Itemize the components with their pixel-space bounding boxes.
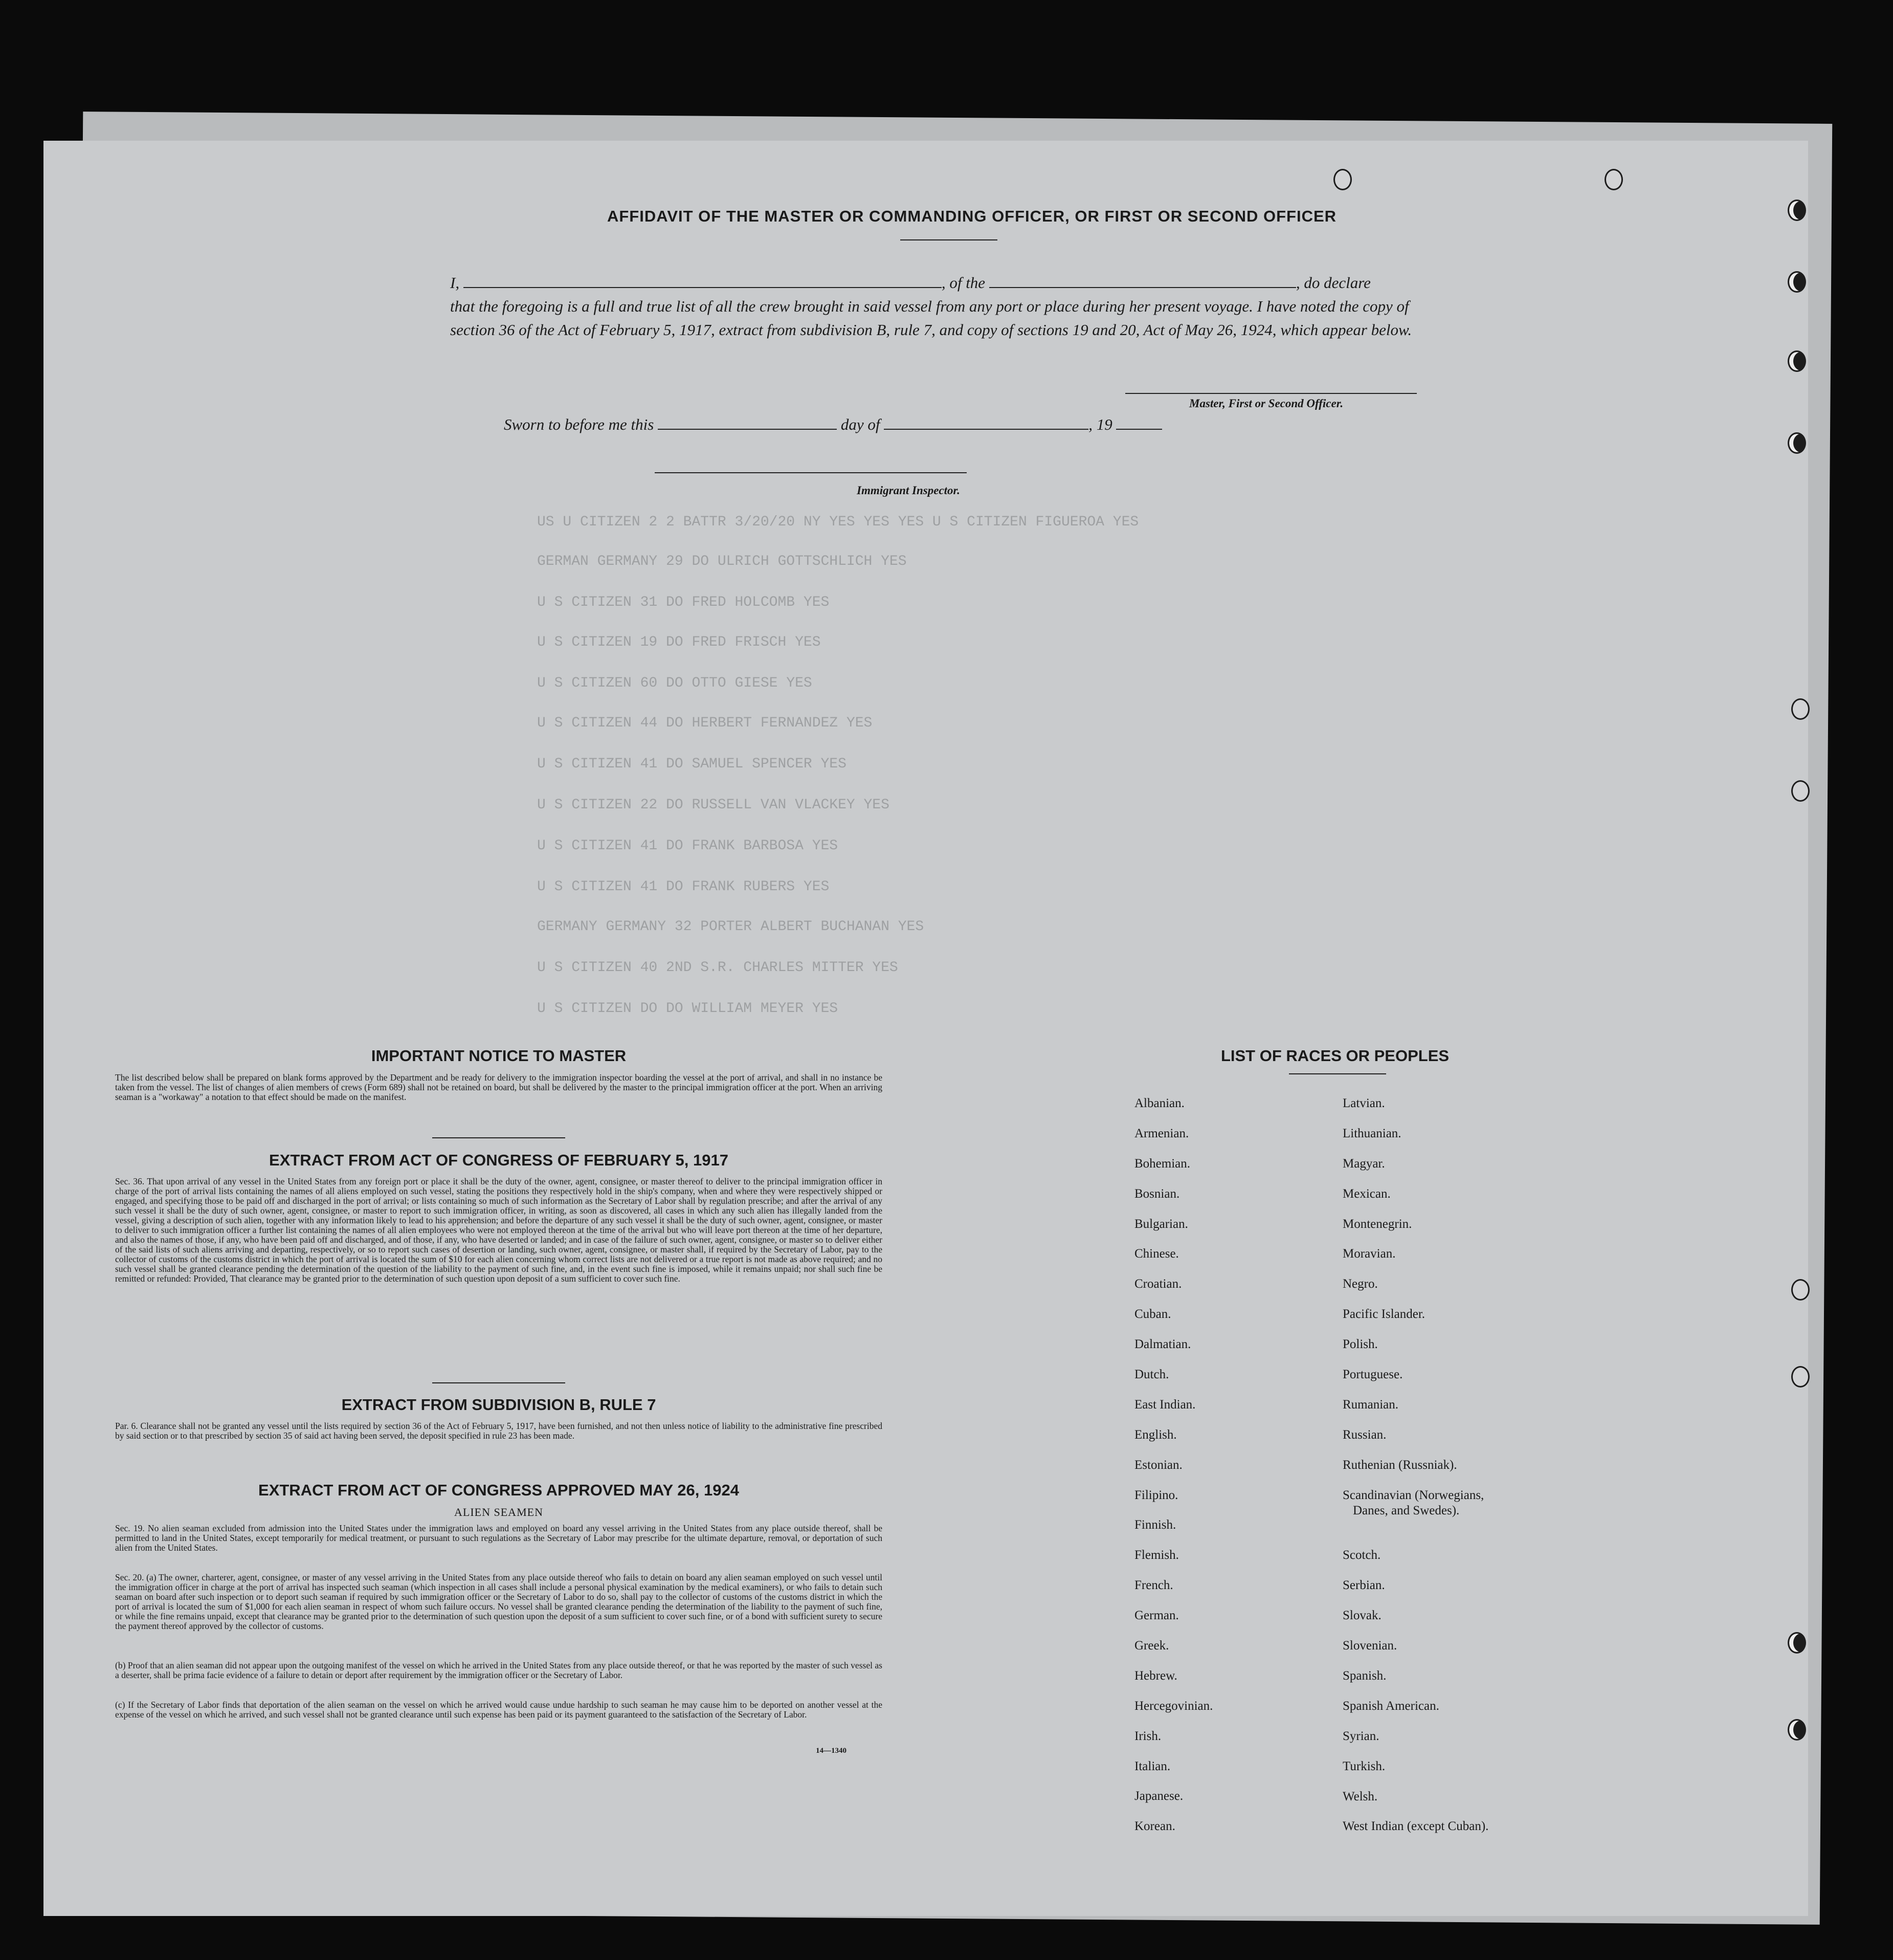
extract-1917-text: Sec. 36. That upon arrival of any vessel in the United States from any foreign port or place it shall be the duty of the owner, agent, consignee, or master thereof to deliver to the principal immigration officer in charge of the port of arrival lists containing the names of all aliens employed on such vessel, stating the positions they respectively hold in the ship's company, when and where they were respectively shipped or engaged, and specifying those to be paid off and discharged in the port of arrival; or lists containing so much of such information as the Secretary of Labor shall by regulation prescribe; and after the arrival of any such vessel it shall be the duty of such owner, agent, consignee, or master to report to such immigration officer, in writing, as soon as discovered, all cases in which any such alien has illegally landed from the vessel, giving a description of such alien, together with any information likely to lead to his apprehension; and before the departure of any such vessel it shall be the duty of such owner, agent, consignee, or master to deliver to such immigration officer a further list containing the names of all alien employees who were not employed thereon at the time of the arrival but who will leave port thereon at the time of her departure, and also the names of those, if any, who have been paid off and discharged, and of those, if any, who have deserted or landed; and in case of the failure of such owner, agent, consignee, or master so to deliver either of the said lists of such aliens arriving and departing, respectively, or so to report such cases of desertion or landing, such owner, agent, consignee, or master shall, if required by the Secretary of Labor, pay to the collector of customs of the customs district in which the port of arrival is located the sum of $10 for each alien concerning whom correct lists are not delivered or a true report is not made as above required; and no such vessel shall be granted clearance pending the determination of the question of the liability to the payment of such fine, and, in the event such fine is imposed, while it remains unpaid; nor shall such fine be remitted or refunded: Provided, That clearance may be granted prior to the determination of such question upon deposit of a sum sufficient to cover such fine. (115, 1176, 882, 1284)
race-item: Latvian. (1343, 1096, 1385, 1110)
extract-rule7-title: EXTRACT FROM SUBDIVISION B, RULE 7 (341, 1396, 656, 1414)
race-item: Bosnian. (1134, 1186, 1180, 1201)
race-item: Cuban. (1134, 1307, 1171, 1322)
race-item: Armenian. (1134, 1126, 1189, 1140)
declarant-name-field[interactable] (463, 276, 942, 288)
race-item: Pacific Islander. (1343, 1307, 1426, 1322)
binder-hole-icon (1788, 1719, 1806, 1741)
bleed-through-row: U S CITIZEN 44 DO HERBERT FERNANDEZ YES (537, 715, 873, 731)
bleed-through-row: U S CITIZEN 22 DO RUSSELL VAN VLACKEY YES (537, 797, 889, 813)
affidavit-text (450, 271, 1453, 342)
race-item-scandinavian (1343, 1488, 1488, 1548)
bleed-through-row: U S CITIZEN 41 DO FRANK RUBERS YES (537, 879, 830, 895)
extract-rule7-text: Par. 6. Clearance shall not be granted any vessel until the lists required by section 36 of the Act of February 5, 1917, have been furnished, and not then unless notice of liability to the administrative fine prescribed by said section or to that prescribed by section 35 of said act having been served, the deposit specified in rule 23 has been made. (115, 1421, 882, 1441)
affidavit-line1 (450, 271, 1453, 295)
bleed-through-row: U S CITIZEN 41 DO FRANK BARBOSA YES (537, 838, 838, 854)
bleed-through-row: U S CITIZEN 60 DO OTTO GIESE YES (537, 675, 812, 691)
bleed-through-row: GERMAN GERMANY 29 DO ULRICH GOTTSCHLICH YES (537, 554, 907, 569)
binder-hole-icon (1791, 780, 1810, 802)
binder-hole-icon (1788, 1632, 1806, 1654)
binder-hole-icon (1788, 200, 1806, 221)
races-title-rule (1289, 1073, 1386, 1074)
master-signature-caption: Master, First or Second Officer. (1189, 397, 1344, 410)
extract-1924-sec19: Sec. 19. No alien seaman excluded from admission into the United States under the immigration laws and employed on board any vessel arriving in the United States from any place outside thereof, shall be permitted to land in the United States, except temporarily for medical treatment, or pursuant to such regulations as the Secretary of Labor may prescribe for the ultimate departure, removal, or deportation of such alien from the United States. (115, 1523, 882, 1553)
affidavit-title: AFFIDAVIT OF THE MASTER OR COMMANDING OFFICER, OR FIRST OR SECOND OFFICER (607, 207, 1337, 225)
race-item: Chinese. (1134, 1247, 1179, 1261)
races-left-column (1134, 1096, 1213, 1849)
sworn-prefix: Sworn to before me this (504, 415, 654, 433)
declarant-prefix: I, (450, 274, 460, 292)
sworn-year-field[interactable] (1116, 419, 1162, 430)
race-item: Slovenian. (1343, 1639, 1397, 1653)
race-item: Italian. (1134, 1759, 1171, 1773)
sworn-month-field[interactable] (884, 419, 1088, 430)
race-item: East Indian. (1134, 1397, 1196, 1412)
races-right-column (1343, 1096, 1488, 1849)
extract-1917-title: EXTRACT FROM ACT OF CONGRESS OF FEBRUARY 5, 1917 (269, 1151, 728, 1169)
notice-text: The list described below shall be prepared on blank forms approved by the Department and be ready for delivery to the immigration inspector boarding the vessel at the port of arrival, and shall in no instance be taken from the vessel. The list of changes of alien members of crews (Form 689) shall not be retained on board, but shall be delivered by the master to the principal immigration officer at the port. When an arriving seaman is a "workaway" a notation to that effect should be made on the manifest. (115, 1072, 882, 1102)
inspector-caption: Immigrant Inspector. (857, 484, 960, 497)
race-item: German. (1134, 1609, 1179, 1623)
race-item: Lithuanian. (1343, 1126, 1401, 1140)
bleed-through-row: U S CITIZEN DO DO WILLIAM MEYER YES (537, 1001, 838, 1017)
race-item: Estonian. (1134, 1458, 1183, 1472)
race-item: Hebrew. (1134, 1668, 1177, 1683)
bleed-through-row: GERMANY GERMANY 32 PORTER ALBERT BUCHANAN YES (537, 919, 924, 935)
binder-hole-icon (1788, 271, 1806, 293)
race-item: Spanish. (1343, 1668, 1387, 1683)
race-item: Scandinavian (Norwegians, (1343, 1488, 1484, 1502)
race-item: West Indian (except Cuban). (1343, 1819, 1489, 1834)
race-item: Portuguese. (1343, 1368, 1403, 1382)
title-rule (900, 239, 997, 240)
sworn-year-label: , 19 (1088, 415, 1112, 433)
races-title: LIST OF RACES OR PEOPLES (1220, 1047, 1450, 1065)
extract-1924-sec20b: (b) Proof that an alien seaman did not appear upon the outgoing manifest of the vessel on which he arrived in the United States from any place outside thereof, or that he was reported by the master of such vessel as a deserter, shall be prima facie evidence of a failure to detain or deport after requirement by the immigration officer or the Secretary of Labor. (115, 1660, 882, 1680)
bleed-through-row: U S CITIZEN 41 DO SAMUEL SPENCER YES (537, 756, 847, 772)
race-item: Negro. (1343, 1277, 1378, 1291)
affidavit-body: that the foregoing is a full and true list of all the crew brought in said vessel from any port or place during her present voyage. I have noted the copy of section 36 of the Act of February 5, 1917, extract from subdivision B, rule 7, and copy of sections 19 and 20, Act of May 26, 1924, which appear below. (450, 297, 1412, 339)
race-item: French. (1134, 1578, 1173, 1593)
sworn-day-label: day of (840, 415, 880, 433)
bleed-through-row: U S CITIZEN 40 2ND S.R. CHARLES MITTER YES (537, 960, 898, 976)
race-item: Moravian. (1343, 1247, 1396, 1261)
bleed-through-row: U S CITIZEN 31 DO FRED HOLCOMB YES (537, 594, 830, 610)
race-item: Japanese. (1134, 1789, 1184, 1803)
race-item: Albanian. (1134, 1096, 1185, 1110)
sworn-day-field[interactable] (658, 419, 837, 430)
section-rule (432, 1137, 565, 1138)
section-rule (432, 1382, 565, 1383)
race-item: Bohemian. (1134, 1156, 1191, 1171)
race-item: Spanish American. (1343, 1699, 1439, 1713)
extract-1924-sec20a: Sec. 20. (a) The owner, charterer, agent, consignee, or master of any vessel arriving in the United States from any place outside thereof who fails to detain on board any alien seaman employed on such vessel until the immigration officer in charge at the port of arrival has inspected such seaman (which inspection in all cases shall include a personal physical examination by the medical examiners), or who fails to detain such seaman on board after such inspection or to deport such seaman if required by such immigration officer or the Secretary of Labor to do so, shall pay to the collector of customs of the customs district in which the port of arrival is located the sum of $1,000 for each alien seaman in respect of whom such failure occurs. No vessel shall be granted clearance pending the determination of the liability to the payment of such fine, or while the fine remains unpaid, except that clearance may be granted prior to the determination of such question upon the deposit of a sum sufficient to cover such fine, or of a bond with sufficient surety to secure the payment thereof approved by the collector of customs. (115, 1572, 882, 1631)
race-item: Irish. (1134, 1729, 1162, 1743)
vessel-name-field[interactable] (989, 276, 1296, 288)
race-item: Greek. (1134, 1639, 1169, 1653)
race-item: Hercegovinian. (1134, 1699, 1213, 1713)
race-item: Welsh. (1343, 1789, 1378, 1803)
binder-hole-icon (1333, 169, 1352, 190)
inspector-signature-line[interactable] (655, 472, 967, 473)
declare-text: , do declare (1296, 274, 1371, 292)
race-item: Scotch. (1343, 1548, 1381, 1562)
race-item: Magyar. (1343, 1156, 1385, 1171)
race-item: Montenegrin. (1343, 1217, 1412, 1231)
document-page (43, 141, 1808, 1916)
race-item: English. (1134, 1427, 1177, 1442)
binder-hole-icon (1791, 1366, 1810, 1388)
binder-hole-icon (1791, 1279, 1810, 1301)
vessel-prefix: , of the (941, 274, 986, 292)
race-item: Dutch. (1134, 1368, 1169, 1382)
race-item: Ruthenian (Russniak). (1343, 1458, 1457, 1472)
race-item: Mexican. (1343, 1186, 1391, 1201)
race-item-continuation: Danes, and Swedes). (1353, 1503, 1460, 1517)
race-item: Finnish. (1134, 1518, 1176, 1532)
notice-title: IMPORTANT NOTICE TO MASTER (371, 1047, 627, 1065)
binder-hole-icon (1791, 698, 1810, 720)
form-number: 14—1340 (816, 1747, 847, 1755)
bleed-through-row: U S CITIZEN 19 DO FRED FRISCH YES (537, 634, 821, 650)
extract-1924-sec20c: (c) If the Secretary of Labor finds that deportation of the alien seaman on the vessel on which he arrived would cause undue hardship to such seaman he may cause him to be deported on another vessel at the expense of the vessel on which he arrived, and such vessel shall not be granted clearance until such expense has been paid or its payment guaranteed to the satisfaction of the Secretary of Labor. (115, 1700, 882, 1720)
binder-hole-icon (1788, 432, 1806, 454)
race-item: Rumanian. (1343, 1397, 1399, 1412)
sworn-line (504, 415, 1162, 434)
extract-1924-title: EXTRACT FROM ACT OF CONGRESS APPROVED MAY 26, 1924 (258, 1481, 739, 1499)
alien-seamen-subtitle: ALIEN SEAMEN (454, 1506, 543, 1518)
race-item: Croatian. (1134, 1277, 1182, 1291)
race-item: Syrian. (1343, 1729, 1379, 1743)
binder-hole-icon (1788, 350, 1806, 372)
race-item: Dalmatian. (1134, 1337, 1191, 1352)
race-item: Korean. (1134, 1819, 1175, 1834)
race-item: Serbian. (1343, 1578, 1385, 1593)
race-item: Flemish. (1134, 1548, 1179, 1562)
race-item: Turkish. (1343, 1759, 1386, 1773)
bleed-through-row: US U CITIZEN 2 2 BATTR 3/20/20 NY YES YES YES U S CITIZEN FIGUEROA YES (537, 514, 1139, 530)
binder-hole-icon (1605, 169, 1623, 190)
race-item: Russian. (1343, 1427, 1387, 1442)
race-item: Filipino. (1134, 1488, 1178, 1502)
race-item: Bulgarian. (1134, 1217, 1188, 1231)
master-signature-line[interactable] (1125, 393, 1417, 394)
race-item: Polish. (1343, 1337, 1378, 1352)
race-item: Slovak. (1343, 1609, 1382, 1623)
